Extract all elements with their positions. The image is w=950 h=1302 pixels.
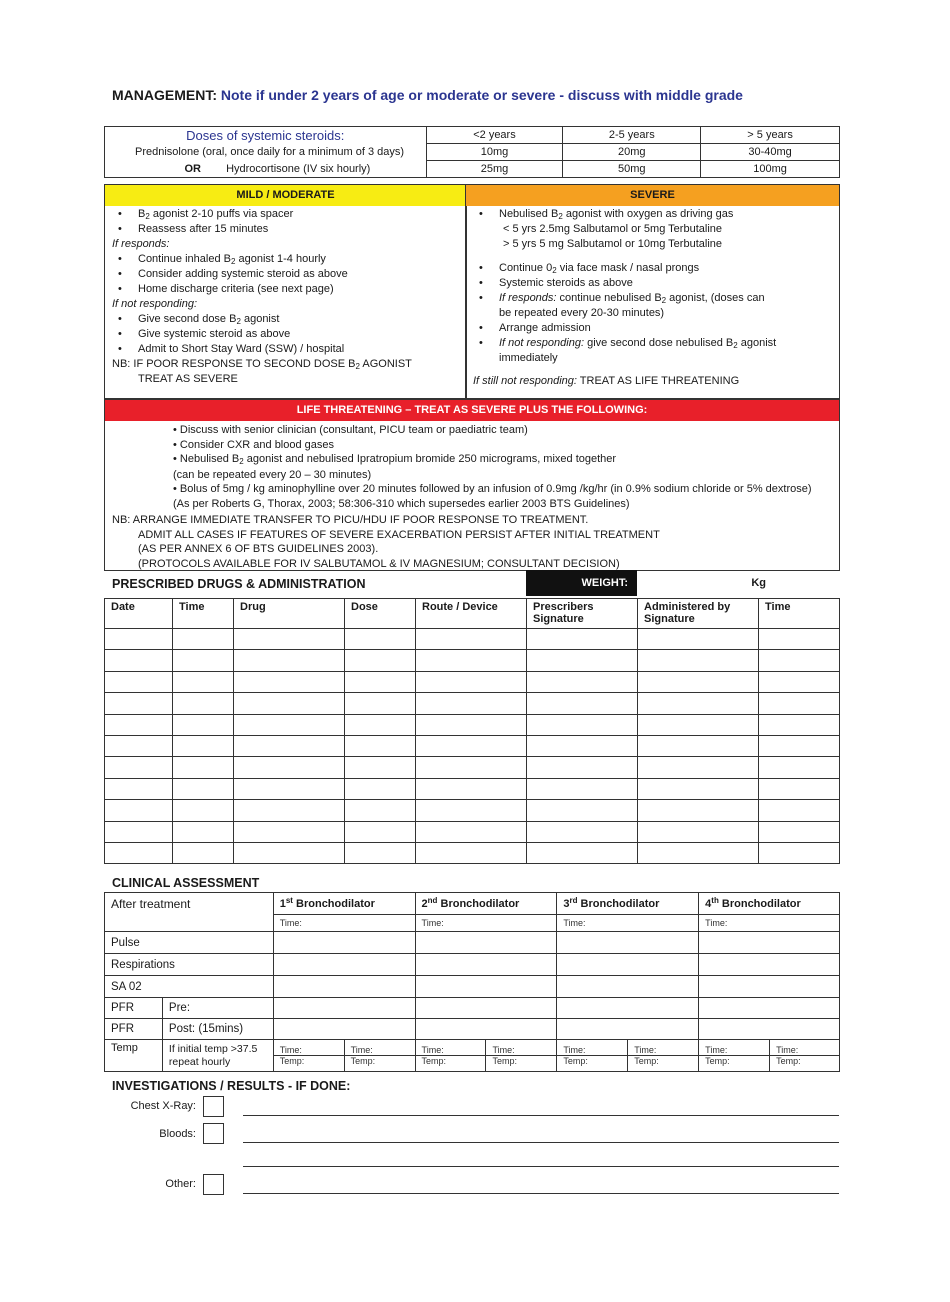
temp-label: Temp [105,1040,163,1072]
table-cell[interactable] [638,650,759,671]
doses-title: Doses of systemic steroids: [105,127,427,144]
table-cell[interactable] [527,671,638,692]
table-cell[interactable] [173,821,234,842]
table-cell[interactable] [638,629,759,650]
table-cell[interactable] [527,757,638,778]
pfr-pre-cell[interactable] [557,998,699,1019]
pred-dose-under2: 10mg [426,144,563,161]
table-cell[interactable] [527,735,638,756]
severe-item: • If not responding: give second dose nebulised B2 agonist [473,336,839,351]
life-item: • Nebulised B2 agonist and nebulised Ipratropium bromide 250 micrograms, mixed together [173,453,617,466]
table-cell[interactable] [345,629,416,650]
pfr-pre-cell[interactable] [415,998,557,1019]
col-time: Time [173,599,234,629]
or-label: OR [184,162,201,175]
management-label: MANAGEMENT: [112,87,217,103]
table-cell[interactable] [416,629,527,650]
resp-cell[interactable] [557,954,699,976]
table-row [105,693,840,714]
table-cell[interactable] [234,671,345,692]
table-cell[interactable] [105,778,173,799]
pred-dose-2to5: 20mg [563,144,701,161]
pred-dose-over5: 30-40mg [701,144,840,161]
pfr-label: PFR [105,1019,163,1040]
pfr-post-cell[interactable] [273,1019,415,1040]
severe-item-cont: be repeated every 20-30 minutes) [499,307,665,319]
table-cell[interactable] [759,842,840,863]
mild-item: • B2 agonist 2-10 puffs via spacer [112,207,466,222]
severe-panel [465,184,840,399]
table-cell[interactable] [234,735,345,756]
resp-cell[interactable] [415,954,557,976]
temp-cell[interactable]: Time: Temp: [273,1040,344,1072]
pfr-pre-cell[interactable] [699,998,840,1019]
table-cell[interactable] [105,842,173,863]
table-cell[interactable] [173,842,234,863]
severe-item-cont: immediately [499,352,558,364]
pulse-cell[interactable] [415,932,557,954]
hydrocortisone-label: Hydrocortisone (IV six hourly) [226,162,371,175]
table-cell[interactable] [173,800,234,821]
table-row [105,842,840,863]
table-cell[interactable] [527,650,638,671]
col-administered-sig: Administered by Signature [638,599,759,629]
table-cell[interactable] [759,650,840,671]
life-item-cont: (can be repeated every 20 – 30 minutes) [173,468,372,481]
temp-cell[interactable]: Time: Temp: [344,1040,415,1072]
life-item: • Consider CXR and blood gases [173,438,335,451]
mild-item: • Reassess after 15 minutes [112,222,466,237]
table-cell[interactable] [105,821,173,842]
temp-cell[interactable]: Time: Temp: [486,1040,557,1072]
table-cell[interactable] [345,714,416,735]
pulse-cell[interactable] [699,932,840,954]
severe-header: SEVERE [466,185,839,206]
table-cell[interactable] [105,800,173,821]
weight-label: WEIGHT: [526,570,637,596]
table-cell[interactable] [345,735,416,756]
mild-nb: NB: IF POOR RESPONSE TO SECOND DOSE B2 AGONIST [112,358,412,371]
hydro-dose-2to5: 50mg [563,161,701,178]
bloods-checkbox[interactable] [203,1123,224,1144]
pfr-post-cell[interactable] [557,1019,699,1040]
table-cell[interactable] [105,714,173,735]
table-cell[interactable] [416,778,527,799]
prednisolone-label: Prednisolone (oral, once daily for a minimum of 3 days) [105,144,427,161]
severe-list [466,206,839,389]
resp-cell[interactable] [273,954,415,976]
severe-item-dose-under5: < 5 yrs 2.5mg Salbutamol or 5mg Terbutaline [503,223,722,235]
severe-item: • Nebulised B2 agonist with oxygen as driving gas [473,207,839,222]
table-cell[interactable] [173,650,234,671]
prescribed-title: PRESCRIBED DRUGS & ADMINISTRATION [112,577,366,591]
hydrocortisone-row [105,161,427,178]
mild-item: • Give second dose B2 agonist [112,312,466,327]
bloods-result-line-2[interactable] [243,1166,839,1167]
table-cell[interactable] [527,778,638,799]
hydro-dose-over5: 100mg [701,161,840,178]
severe-still-not-responding: If still not responding: TREAT AS LIFE THREATENING [473,375,740,387]
table-cell[interactable] [759,735,840,756]
table-cell[interactable] [527,714,638,735]
table-cell[interactable] [527,693,638,714]
bronchodilator-2: 2nd Bronchodilator [415,893,557,915]
life-threatening-panel [104,399,840,571]
bronchodilator-3-time[interactable]: Time: [557,915,699,932]
life-nb-2: ADMIT ALL CASES IF FEATURES OF SEVERE EXACERBATION PERSIST AFTER INITIAL TREATMENT [138,528,660,541]
chest-xray-checkbox[interactable] [203,1096,224,1117]
life-nb-1: NB: ARRANGE IMMEDIATE TRANSFER TO PICU/HDU IF POOR RESPONSE TO TREATMENT. [112,514,589,526]
mild-moderate-panel [104,184,467,399]
resp-cell[interactable] [699,954,840,976]
mild-item: • Give systemic steroid as above [112,327,466,342]
investigations-title: INVESTIGATIONS / RESULTS - IF DONE: [112,1079,351,1093]
table-cell[interactable] [638,671,759,692]
table-cell[interactable] [416,735,527,756]
bronchodilator-4-time[interactable]: Time: [699,915,840,932]
table-cell[interactable] [173,778,234,799]
table-cell[interactable] [527,821,638,842]
table-cell[interactable] [759,800,840,821]
temp-cell[interactable]: Time: Temp: [770,1040,840,1072]
sa02-label: SA 02 [105,976,274,998]
table-cell[interactable] [234,650,345,671]
table-cell[interactable] [759,714,840,735]
table-row [105,714,840,735]
mild-moderate-header: MILD / MODERATE [105,185,466,206]
table-row [105,757,840,778]
table-row [105,671,840,692]
table-cell[interactable] [173,671,234,692]
pfr-pre-label: Pre: [162,998,273,1019]
bronchodilator-1: 1st Bronchodilator [273,893,415,915]
table-cell[interactable] [416,800,527,821]
temp-note: If initial temp >37.5 repeat hourly [162,1040,273,1072]
life-threatening-header: LIFE THREATENING – TREAT AS SEVERE PLUS THE FOLLOWING: [105,400,839,421]
mild-item: • Home discharge criteria (see next page) [112,282,466,297]
table-cell[interactable] [105,757,173,778]
table-cell[interactable] [234,757,345,778]
table-cell[interactable] [416,842,527,863]
table-cell[interactable] [416,821,527,842]
table-cell[interactable] [638,778,759,799]
mild-nb-2: TREAT AS SEVERE [138,373,238,385]
table-cell[interactable] [638,757,759,778]
table-cell[interactable] [345,800,416,821]
table-cell[interactable] [105,629,173,650]
pulse-label: Pulse [105,932,274,954]
table-row [105,778,840,799]
table-cell[interactable] [345,671,416,692]
sa02-cell[interactable] [273,976,415,998]
age-col-over5: > 5 years [701,127,840,144]
bronchodilator-1-time[interactable]: Time: [273,915,415,932]
life-nb-4: (PROTOCOLS AVAILABLE FOR IV SALBUTAMOL & IV MAGNESIUM; CONSULTANT DECISION) [138,557,620,570]
table-cell[interactable] [105,693,173,714]
table-cell[interactable] [759,629,840,650]
table-cell[interactable] [759,757,840,778]
mild-if-responds: If responds: [112,238,170,250]
severe-item-dose-over5: > 5 yrs 5 mg Salbutamol or 10mg Terbutaline [503,238,722,250]
table-cell[interactable] [234,800,345,821]
severe-item: • Arrange admission [473,321,839,336]
pfr-post-cell[interactable] [699,1019,840,1040]
steroid-doses-table [104,126,840,178]
table-cell[interactable] [416,693,527,714]
table-cell[interactable] [234,714,345,735]
after-treatment-label: After treatment [105,893,274,932]
temp-cell[interactable]: Time: Temp: [415,1040,486,1072]
pfr-post-cell[interactable] [415,1019,557,1040]
bronchodilator-3: 3rd Bronchodilator [557,893,699,915]
clinical-assessment-table [104,892,840,1072]
life-nb-3: (AS PER ANNEX 6 OF BTS GUIDELINES 2003). [138,543,379,555]
col-drug: Drug [234,599,345,629]
life-item: • Bolus of 5mg / kg aminophylline over 20 minutes followed by an infusion of 0.9mg /kg/hr (in 0.9% sodium chloride or 5% dextrose) [173,483,812,495]
table-cell[interactable] [759,671,840,692]
table-cell[interactable] [345,757,416,778]
table-cell[interactable] [173,629,234,650]
table-cell[interactable] [638,800,759,821]
table-cell[interactable] [416,757,527,778]
table-cell[interactable] [527,629,638,650]
life-item-cont: (As per Roberts G, Thorax, 2003; 58:306-310 which supersedes earlier 2003 BTS Guidelines) [173,497,630,510]
table-cell[interactable] [234,778,345,799]
bronchodilator-2-time[interactable]: Time: [415,915,557,932]
table-cell[interactable] [234,629,345,650]
table-row [105,650,840,671]
life-list [105,421,839,571]
table-cell[interactable] [416,714,527,735]
table-cell[interactable] [234,821,345,842]
pulse-cell[interactable] [273,932,415,954]
age-col-under2: <2 years [426,127,563,144]
table-cell[interactable] [105,650,173,671]
table-cell[interactable] [638,714,759,735]
table-cell[interactable] [759,693,840,714]
table-cell[interactable] [234,842,345,863]
pfr-pre-cell[interactable] [273,998,415,1019]
table-cell[interactable] [345,650,416,671]
management-heading [112,87,743,103]
mild-if-not-responding: If not responding: [112,298,198,310]
table-cell[interactable] [345,821,416,842]
chest-xray-label: Chest X-Ray: [130,1100,196,1112]
mild-item: • Admit to Short Stay Ward (SSW) / hospital [112,342,466,357]
temp-cell[interactable]: Time: Temp: [628,1040,699,1072]
pfr-post-label: Post: (15mins) [162,1019,273,1040]
weight-field[interactable] [637,570,838,596]
life-item: • Discuss with senior clinician (consultant, PICU team or paediatric team) [173,424,528,436]
table-cell[interactable] [105,735,173,756]
sa02-cell[interactable] [699,976,840,998]
severe-item: • Systemic steroids as above [473,276,839,291]
table-cell[interactable] [638,821,759,842]
table-cell[interactable] [638,693,759,714]
table-cell[interactable] [345,842,416,863]
table-cell[interactable] [416,671,527,692]
table-cell[interactable] [759,778,840,799]
table-row [105,800,840,821]
table-cell[interactable] [759,821,840,842]
col-prescriber-sig: Prescribers Signature [527,599,638,629]
col-route: Route / Device [416,599,527,629]
table-cell[interactable] [638,735,759,756]
clinical-title: CLINICAL ASSESSMENT [112,876,260,890]
table-cell[interactable] [527,842,638,863]
table-row [105,735,840,756]
hydro-dose-under2: 25mg [426,161,563,178]
management-note: Note if under 2 years of age or moderate or severe - discuss with middle grade [220,87,743,103]
mild-item: • Consider adding systemic steroid as above [112,267,466,282]
col-date: Date [105,599,173,629]
temp-cell[interactable]: Time: Temp: [699,1040,770,1072]
table-cell[interactable] [173,714,234,735]
table-cell[interactable] [173,735,234,756]
temp-cell[interactable]: Time: Temp: [557,1040,628,1072]
age-col-2to5: 2-5 years [563,127,701,144]
other-label: Other: [165,1178,196,1190]
pulse-cell[interactable] [557,932,699,954]
table-cell[interactable] [345,778,416,799]
chest-xray-result-line[interactable] [243,1115,839,1116]
sa02-cell[interactable] [557,976,699,998]
col-admin-time: Time [759,599,840,629]
respirations-label: Respirations [105,954,274,976]
table-cell[interactable] [527,800,638,821]
table-cell[interactable] [173,693,234,714]
table-cell[interactable] [173,757,234,778]
severe-item: • Continue 02 via face mask / nasal prongs [473,261,839,276]
table-cell[interactable] [234,693,345,714]
pfr-label: PFR [105,998,163,1019]
prescribed-drugs-table [104,598,840,864]
col-dose: Dose [345,599,416,629]
table-cell[interactable] [345,693,416,714]
table-row [105,629,840,650]
table-row [105,821,840,842]
mild-list [105,206,466,387]
bronchodilator-4: 4th Bronchodilator [699,893,840,915]
severe-item: • If responds: continue nebulised B2 agonist, (doses can [473,291,839,306]
mild-item: • Continue inhaled B2 agonist 1-4 hourly [112,252,466,267]
weight-unit: Kg [751,577,766,589]
bloods-label: Bloods: [159,1128,196,1140]
other-result-line[interactable] [243,1193,839,1194]
other-checkbox[interactable] [203,1174,224,1195]
prescribed-header-row [105,599,840,629]
bloods-result-line[interactable] [243,1142,839,1143]
table-cell[interactable] [416,650,527,671]
table-cell[interactable] [105,671,173,692]
sa02-cell[interactable] [415,976,557,998]
table-cell[interactable] [638,842,759,863]
